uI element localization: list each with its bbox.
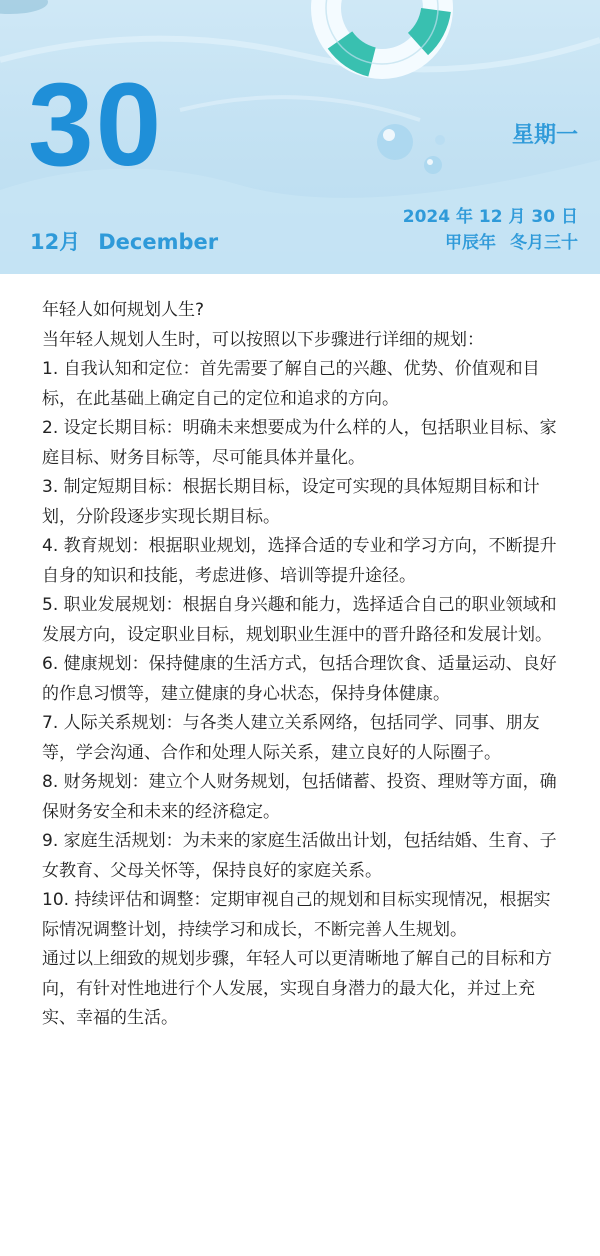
weekday-label: 星期一 — [511, 123, 578, 148]
step-finance: 8. 财务规划：建立个人财务规划，包括储蓄、投资、理财等方面，确保财务安全和未来的经济稳定。 — [42, 772, 557, 822]
lunar-year: 甲辰年 — [445, 233, 496, 253]
life-ring-icon — [326, 0, 438, 64]
lunar-day: 冬月三十 — [510, 233, 578, 253]
step-career: 5. 职业发展规划：根据自身兴趣和能力，选择适合自己的职业领域和发展方向，设定职业目标，规划职业生涯中的晋升路径和发展计划。 — [42, 595, 557, 645]
article-intro: 当年轻人规划人生时，可以按照以下步骤进行详细的规划： — [42, 329, 484, 350]
step-self-awareness: 1. 自我认知和定位：首先需要了解自己的兴趣、优势、价值观和目标，在此基础上确定自己的定位和追求的方向。 — [42, 359, 540, 409]
day-number: 30 — [28, 59, 164, 191]
lunar-date — [403, 230, 578, 256]
month-en: December — [98, 230, 219, 254]
float-edge-icon — [0, 0, 48, 14]
date-block — [403, 204, 578, 256]
article-conclusion: 通过以上细致的规划步骤，年轻人可以更清晰地了解自己的目标和方向，有针对性地进行个人发展，实现自身潜力的最大化，并过上充实、幸福的生活。 — [42, 949, 552, 1028]
article-title: 年轻人如何规划人生? — [42, 300, 205, 320]
step-relationships: 7. 人际关系规划：与各类人建立关系网络，包括同学、同事、朋友等，学会沟通、合作和处理人际关系，建立良好的人际圈子。 — [42, 713, 540, 763]
step-long-term-goals: 2. 设定长期目标：明确未来想要成为什么样的人，包括职业目标、家庭目标、财务目标等，尽可能具体并量化。 — [42, 418, 557, 468]
step-family: 9. 家庭生活规划：为未来的家庭生活做出计划，包括结婚、生育、子女教育、父母关怀等，保持良好的家庭关系。 — [42, 831, 557, 881]
calendar-header — [0, 0, 600, 274]
article-body — [42, 296, 562, 1034]
full-date: 2024 年 12 月 30 日 — [402, 207, 578, 227]
month-cn: 12月 — [30, 230, 81, 254]
step-education: 4. 教育规划：根据职业规划，选择合适的专业和学习方向，不断提升自身的知识和技能，考虑进修、培训等提升途径。 — [42, 536, 557, 586]
month-label — [30, 226, 218, 256]
step-health: 6. 健康规划：保持健康的生活方式，包括合理饮食、适量运动、良好的作息习惯等，建立健康的身心状态，保持身体健康。 — [42, 654, 557, 704]
water-bubbles-icon — [377, 124, 445, 174]
step-short-term-goals: 3. 制定短期目标：根据长期目标，设定可实现的具体短期目标和计划，分阶段逐步实现长期目标。 — [42, 477, 540, 527]
step-review: 10. 持续评估和调整：定期审视自己的规划和目标实现情况，根据实际情况调整计划，持续学习和成长，不断完善人生规划。 — [42, 890, 551, 940]
